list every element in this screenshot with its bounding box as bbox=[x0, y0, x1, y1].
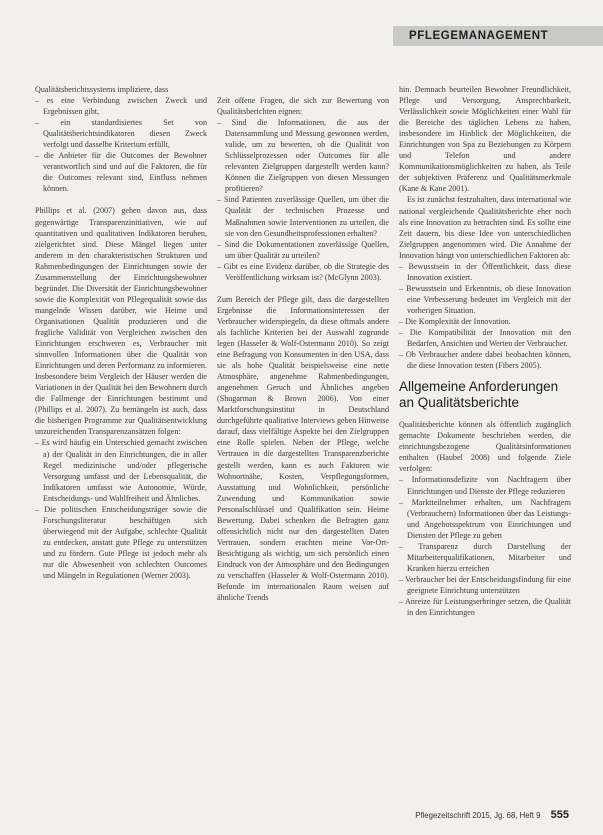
section-header: PFLEGEMANAGEMENT bbox=[393, 26, 603, 46]
list-item: – Es wird häufig ein Unterschied gemacht zwischen a) der Qualität in den Einrichtungen, die in aller Regel medizinische und/oder pflegerische Versorgung umfasst und der Lebensqualität, die Indikatoren umfasst wie Autonomie, Würde, Entscheidungs- und Wahlfreiheit und Ähnliches. bbox=[35, 437, 207, 503]
paragraph: hin. Demnach beurteilen Bewohner Freundlichkeit, Pflege und Versorgung, Ansprechbarkeit, Verlässlichkeit sowie Möglichkeiten einer Wahl für die Bereiche des täglichen Lebens zu haben, insbesondere im Hinblick der Möglichkeiten, die Einrichtungen von Spa zu Beziehungen zu Körpern und Telefon und andere Kommunikationsmöglichkeiten zu haben, als Teile der subjektiven Präferenz und Qualitätsmerkmale (Kane & Kane 2001). bbox=[399, 85, 571, 194]
bullet-list bbox=[35, 95, 207, 194]
paragraph: Phillips et al. (2007) gehen davon aus, dass gegenwärtige Transparenzinitiativen, wie auf quantitativen und qualitativen Indikatoren beruhen, zielgerichtet sind. Diese Mängel liegen unter anderem in den charakteristischen Strukturen und Rahmenbedingungen der Einrichtungen sowie der Zusammenstellung der Einrichtungsbewohner begründet. Die Diversität der Einrichtungsbewohner sowie die Komplexität von Pflegequalität sowie das mangelnde Wissen darüber, wie Heime und Organisationen Qualität produzieren und die fragliche Validität von Vergleichen zwischen den Einrichtungen erschweren es, Verbraucher mit sinnvollen Informationen über die Qualität von Einrichtungen und deren Performanz zu informieren. Insbesondere beim Vergleich der Häuser werden die Variationen in der Qualität bei den Bewohnern durch die Fallmenge der Einrichtungen bestimmt und (Phillips et al. 2007). Zu bemängeln ist auch, dass die bisherigen Programme zur Qualitätsentwicklung unzureichenden Transparenzansätzen folgen: bbox=[35, 206, 207, 437]
bullet-list bbox=[399, 474, 571, 618]
list-item: – Die politischen Entscheidungsträger sowie die Forschungsliteratur beschäftigen sich überwiegend mit der Aufgabe, schlechte Qualität zu entdecken, anstatt gute Pflege zu unterstützen und zu fördern. Gute Pflege ist jedoch mehr als nur die Abwesenheit von schlechten Outcomes und Mängeln in Regulationen (Werner 2003). bbox=[35, 504, 207, 581]
journal-citation: Pflegezeitschrift 2015, Jg. 68, Heft 9 bbox=[415, 811, 541, 820]
list-item: – Die Komplexität der Innovation. bbox=[399, 316, 571, 327]
page-footer bbox=[415, 809, 569, 821]
list-item: – Gibt es eine Evidenz darüber, ob die Strategie des Veröffentlichung wirksam ist? (McGlynn 2003). bbox=[217, 261, 389, 283]
list-item: – Sind Patienten zuverlässige Quellen, um über die Qualität der technischen Prozesse und Maßnahmen sowie Interventionen zu urteilen, die sie von den Gesundheitsprofessionen erhalten? bbox=[217, 194, 389, 238]
section-heading: Allgemeine Anforderungen an Qualitätsberichte bbox=[399, 379, 559, 410]
bullet-list bbox=[399, 261, 571, 371]
list-item: – die Anbieter für die Outcomes der Bewohner verantwortlich sind und auf die Faktoren, die für die Outcomes relevant sind, Einfluss nehmen können. bbox=[35, 150, 207, 194]
list-item: – Marktteilnehmer erhalten, um Nachfragern (Verbrauchern) Informationen über das Leistungs- und Angebotsspektrum von Einrichtungen und Diensten der Pflege zu geben bbox=[399, 497, 571, 541]
bullet-list bbox=[35, 437, 207, 581]
column-2 bbox=[217, 84, 389, 603]
list-item: – Sind die Informationen, die aus der Datensammlung und Messung gewonnen werden, valide, um zu bewerten, ob die Qualität von Schlüsselprozessen oder Outcomes für alle relevanten Zielgruppen dargestellt werden kann? Können die Zielgruppen von diesen Messungen profitieren? bbox=[217, 117, 389, 194]
paragraph: Zeit offene Fragen, die sich zur Bewertung von Qualitätsberichten eignen: bbox=[217, 96, 389, 117]
bullet-list bbox=[217, 117, 389, 283]
list-item: – Transparenz durch Darstellung der Mitarbeiterqualifikationen, Mitarbeiter und Kranken hierzu erreichen bbox=[399, 541, 571, 574]
list-item: – Bewusstsein in der Öffentlichkeit, dass diese Innovation existiert. bbox=[399, 261, 571, 283]
paragraph: Qualitätsberichte können als öffentlich zugänglich gemachte Dokumente beschrieben werden, die einrichtungsbezogene Qualitätsinformationen enthalten (Haubel 2008) und folgende Ziele verfolgen: bbox=[399, 420, 571, 474]
list-item: – Bewusstsein und Erkenntnis, ob diese Innovation eine Verbesserung bedeutet im Vergleich mit der vorherigen Situation. bbox=[399, 283, 571, 316]
paragraph: Es ist zunächst festzuhalten, dass international wie national vergleichende Qualitätsberichte eher noch als eine Innovation zu betrachten sind. Es sollte eine Zeit dauern, bis diese Idee von unterschiedlichen Zielgruppen angenommen wird. Die Annahme der Innovation hängt von unterschiedlichen Faktoren ab: bbox=[399, 195, 571, 260]
list-item: – Sind die Dokumentationen zuverlässige Quellen, um über Qualität zu urteilen? bbox=[217, 239, 389, 261]
list-item: – Informationsdefizite von Nachfragern über Einrichtungen und Dienste der Pflege reduzieren bbox=[399, 474, 571, 496]
list-item: – Ob Verbraucher andere dabei beobachten können, die diese Innovation testen (Fibers 2005). bbox=[399, 349, 571, 371]
column-1 bbox=[35, 84, 207, 581]
list-item: – Verbraucher bei der Entscheidungsfindung für eine geeignete Einrichtung unterstützen bbox=[399, 574, 571, 596]
page-number: 555 bbox=[550, 809, 569, 821]
column-3 bbox=[399, 84, 571, 618]
list-item: – Anreize für Leistungserbringer setzen, die Qualität in den Einrichtungen bbox=[399, 596, 571, 618]
list-item: – Die Kompatibilität der Innovation mit den Bedarfen, Ansichten und Werten der Verbraucher. bbox=[399, 327, 571, 349]
paragraph: Zum Bereich der Pflege gilt, dass die dargestellten Ergebnisse die Informationsinteressen der Verbraucher widerspiegeln, da diese oftmals andere als fachliche Kriterien bei der Auswahl zugrunde legen (Hasseler & Wolf-Ostermann 2010). So zeigt eine Befragung von Konsumenten in den USA, dass sie als hohe Qualität beispielsweise eine nette Atmosphäre, angenehme Rahmenbedingungen, angenehmen Geruch und Ähnliches angeben (Shugarman & Brown 2006). Von einer Marktforschungsinstitut in Deutschland durchgeführte qualitative Interviews geben Hinweise darauf, dass vielfältige Aspekte bei den Zielgruppen eine Rolle spielen. Neben der Pflege, welche Vertrauen in die dargestellten Transparenzberichte gestellt werden, kann es auch Faktoren wie Wohnortnähe, Kosten, Verpflegungsformen, Ausstattung und Wohnlichkeit, persönliche Zuwendung und Kommunikation sowie Personalschlüssel und Qualifikation sein. Heime Bewertung. Dabei schenken die Befragten ganz offensichtlich nicht nur den dargestellten Daten Vertrauen, sondern erachten meine Vor-Ort-Besichtigung als wichtig, um sich persönlich einen Eindruck von der Atmosphäre und den Bedingungen zu verschaffen (Hasseler & Wolf-Ostermann 2010). Befunde im internationalen Raum weisen auf ähnliche Trends bbox=[217, 294, 389, 603]
list-item: – ein standardisiertes Set von Qualitätsberichtsindikatoren diesen Zweck verfolgt und dasselbe Kriterium erfüllt, bbox=[35, 117, 207, 150]
list-item: – es eine Verbindung zwischen Zweck und Ergebnissen gibt, bbox=[35, 95, 207, 117]
paragraph: Qualitätsberichtssystems impliziere, dass bbox=[35, 85, 169, 94]
